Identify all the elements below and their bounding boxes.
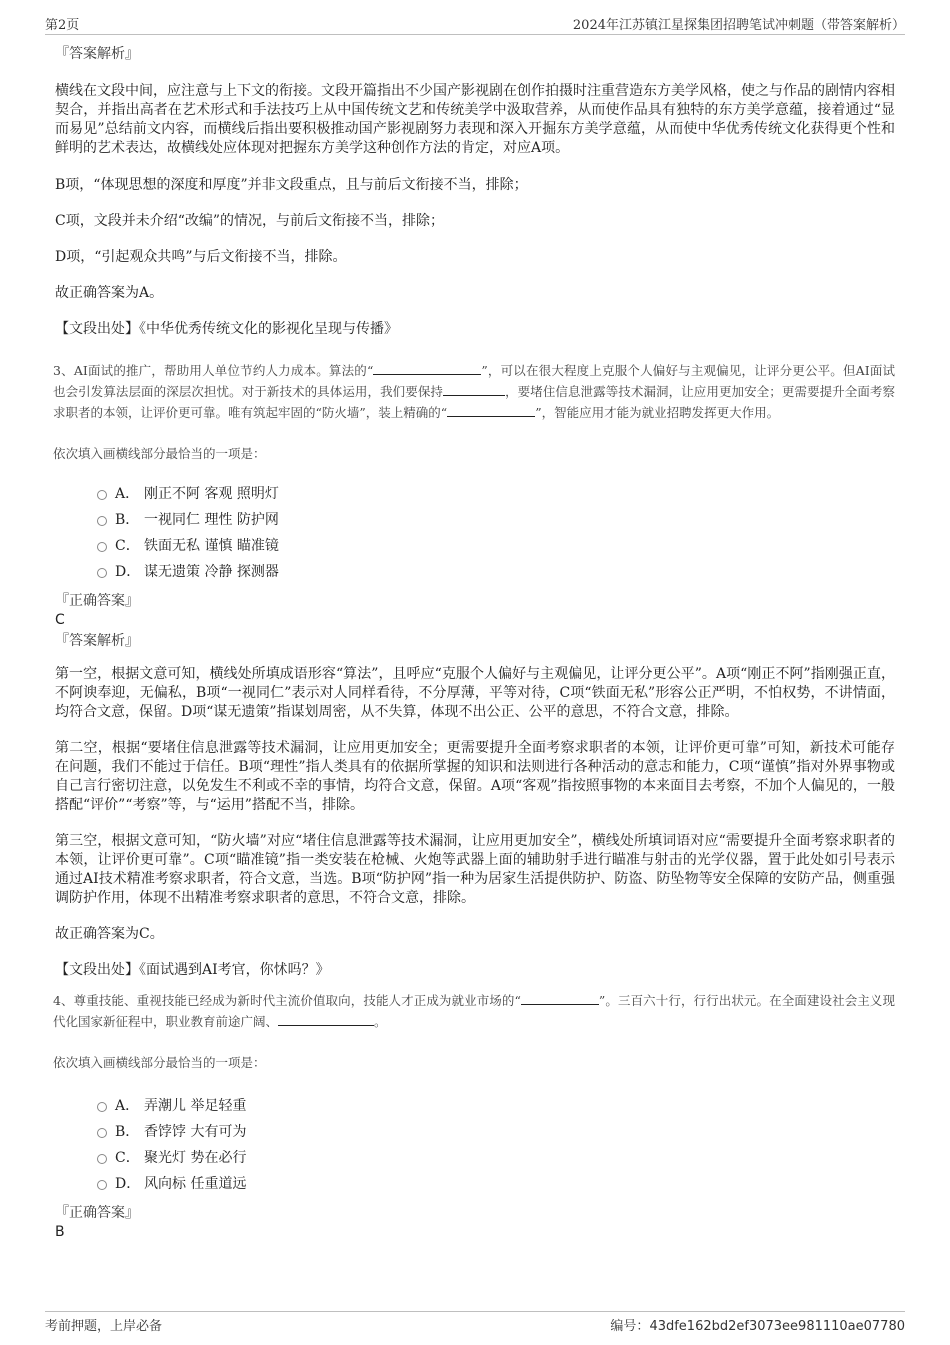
correct-answer: B [55, 1224, 65, 1240]
question-stem [53, 990, 895, 1032]
option-text: 一视同仁 理性 防护网 [144, 512, 279, 528]
option-letter: B． [115, 1124, 140, 1140]
blank-line [447, 404, 535, 417]
radio-icon[interactable] [97, 1128, 107, 1138]
option-a[interactable] [55, 1093, 895, 1119]
question-prompt: 依次填入画横线部分最恰当的一项是： [53, 446, 266, 461]
document-title: 2024年江苏镇江星探集团招聘笔试冲刺题（带答案解析） [572, 18, 905, 33]
code-label: 编号： [610, 1319, 650, 1334]
analysis-option-d: D项，“引起观众共鸣”与后文衔接不当，排除。 [55, 249, 347, 265]
radio-icon[interactable] [97, 542, 107, 552]
option-b[interactable] [55, 1119, 895, 1145]
blank-line [521, 992, 599, 1005]
option-b[interactable] [55, 507, 895, 533]
radio-icon[interactable] [97, 1154, 107, 1164]
radio-icon[interactable] [97, 490, 107, 500]
option-letter: C． [115, 538, 140, 554]
option-c[interactable] [55, 1145, 895, 1171]
radio-icon[interactable] [97, 1180, 107, 1190]
option-a[interactable] [55, 481, 895, 507]
option-text: 风向标 任重道远 [144, 1176, 247, 1192]
page-header [45, 12, 905, 35]
option-text: 谋无遗策 冷静 探测器 [144, 564, 279, 580]
option-text: 铁面无私 谨慎 瞄准镜 [144, 538, 279, 554]
page-content [55, 44, 895, 1241]
option-text: 刚正不阿 客观 照明灯 [144, 486, 279, 502]
radio-icon[interactable] [97, 516, 107, 526]
radio-icon[interactable] [97, 1102, 107, 1112]
option-d[interactable] [55, 559, 895, 585]
option-list [55, 1093, 895, 1197]
analysis-option-b: B项，“体现思想的深度和厚度”并非文段重点，且与前后文衔接不当，排除； [55, 177, 528, 193]
correct-answer: C [55, 612, 65, 628]
analysis-paragraph: 第二空，根据“要堵住信息泄露等技术漏洞，让应用更加安全；更需要提升全面考察求职者的本领，让评价更可靠”可知，新技术可能存在问题，我们不能过于信任。B项“理性”指人类具有的依据所掌握的知识和法则进行各种活动的意志和能力，C项“谨慎”指对外界事物或自己言行密切注意，以免发生不利或不幸的事情，均符合文意，保留。A项“客观”指按照事物的本来面目去考察，不加个人偏见的，一般搭配“评价”“考察”等，与“运用”搭配不当，排除。 [55, 740, 895, 813]
blank-line [373, 362, 481, 375]
option-d[interactable] [55, 1171, 895, 1197]
stem-text: 4、尊重技能、重视技能已经成为新时代主流价值取向，技能人才正成为就业市场的“ [53, 993, 521, 1008]
stem-text: 3、AI面试的推广，帮助用人单位节约人力成本。算法的“ [53, 363, 374, 378]
conclusion: 故正确答案为A。 [55, 285, 164, 301]
stem-text: ，要堵住信息泄露等技术漏洞，让应用更加安全；更需要提升全面考察求职者的本领，让评价更可靠。唯有筑起牢固的“防火墙”，装上精确的“ [53, 384, 895, 420]
stem-text: 。 [374, 1014, 387, 1029]
blank-line [278, 1013, 374, 1026]
analysis-paragraph: 第一空，根据文意可知，横线处所填成语形容“算法”，且呼应“克服个人偏好与主观偏见，让评分更公平”。A项“刚正不阿”指刚强正直，不阿谀奉迎，无偏私，B项“一视同仁”表示对人同样看待，不分厚薄，平等对待，C项“铁面无私”形容公正严明，不怕权势，不讲情面，均符合文意，保留。D项“谋无遗策”指谋划周密，从不失算，体现不出公正、公平的意思，不符合文意，排除。 [55, 666, 895, 720]
analysis-paragraph: 第三空，根据文意可知，“防火墙”对应“堵住信息泄露等技术漏洞，让应用更加安全”，横线处所填词语对应“需要提升全面考察求职者的本领，让评价更可靠”。C项“瞄准镜”指一类安装在枪械、火炮等武器上面的辅助射手进行瞄准与射击的光学仪器，置于此处如引号表示通过AI技术精准考察求职者，符合文意，当选。B项“防护网”指一种为居家生活提供防护、防盗、防坠物等安全保障的安防产品，侧重强调防护作用，体现不出精准考察求职者的意思，不符合文意，排除。 [55, 833, 895, 906]
page-footer [45, 1311, 905, 1336]
correct-answer-tag: 『正确答案』 [55, 593, 139, 609]
option-letter: D． [115, 1176, 141, 1192]
question-prompt: 依次填入画横线部分最恰当的一项是： [53, 1055, 266, 1070]
option-letter: A． [115, 486, 140, 502]
source-citation: 【文段出处】《面试遇到AI考官，你怵吗？》 [55, 962, 330, 978]
conclusion: 故正确答案为C。 [55, 926, 164, 942]
source-citation: 【文段出处】《中华优秀传统文化的影视化呈现与传播》 [55, 321, 398, 337]
option-letter: D． [115, 564, 141, 580]
radio-icon[interactable] [97, 568, 107, 578]
analysis-option-c: C项，文段并未介绍“改编”的情况，与前后文衔接不当，排除； [55, 213, 445, 229]
stem-text: ”。三百六十行，行行出状元。在全面建设社会主义现代化国家新征程中，职业教育前途广阔、 [53, 993, 895, 1029]
stem-text: ”，可以在很大程度上克服个人偏好与主观偏见，让评分更公平。但AI面试也会引发算法层面的深层次担忧。对于新技术的具体运用，我们要保持 [53, 363, 895, 399]
footer-slogan: 考前押题，上岸必备 [45, 1319, 163, 1334]
document-code [610, 1315, 905, 1334]
option-c[interactable] [55, 533, 895, 559]
option-list [55, 481, 895, 585]
blank-line [443, 383, 505, 396]
option-letter: B． [115, 512, 140, 528]
option-text: 弄潮儿 举足轻重 [144, 1098, 247, 1114]
option-text: 聚光灯 势在必行 [144, 1150, 247, 1166]
question-stem [53, 360, 895, 423]
code-value: 43dfe162bd2ef3073ee981110ae07780 [649, 1319, 905, 1334]
analysis-paragraph: 横线在文段中间，应注意与上下文的衔接。文段开篇指出不少国产影视剧在创作拍摄时注重营造东方美学风格，使之与作品的剧情内容相契合，并指出高者在艺术形式和手法技巧上从中国传统文艺和传统美学中汲取营养，从而使作品具有独特的东方美学意蕴，接着通过“显而易见”总结前文内容，而横线后指出要积极推动国产影视剧努力表现和深入开掘东方美学意蕴，从而使中华优秀传统文化获得更个性和鲜明的艺术表达，故横线处应体现对把握东方美学这种创作方法的肯定，对应A项。 [55, 83, 895, 156]
option-text: 香饽饽 大有可为 [144, 1124, 247, 1140]
correct-answer-tag: 『正确答案』 [55, 1205, 139, 1221]
option-letter: A． [115, 1098, 140, 1114]
stem-text: ”，智能应用才能为就业招聘发挥更大作用。 [535, 405, 780, 420]
option-letter: C． [115, 1150, 140, 1166]
analysis-tag: 『答案解析』 [55, 633, 139, 649]
analysis-tag: 『答案解析』 [55, 46, 139, 62]
page-number: 第2页 [45, 18, 80, 33]
